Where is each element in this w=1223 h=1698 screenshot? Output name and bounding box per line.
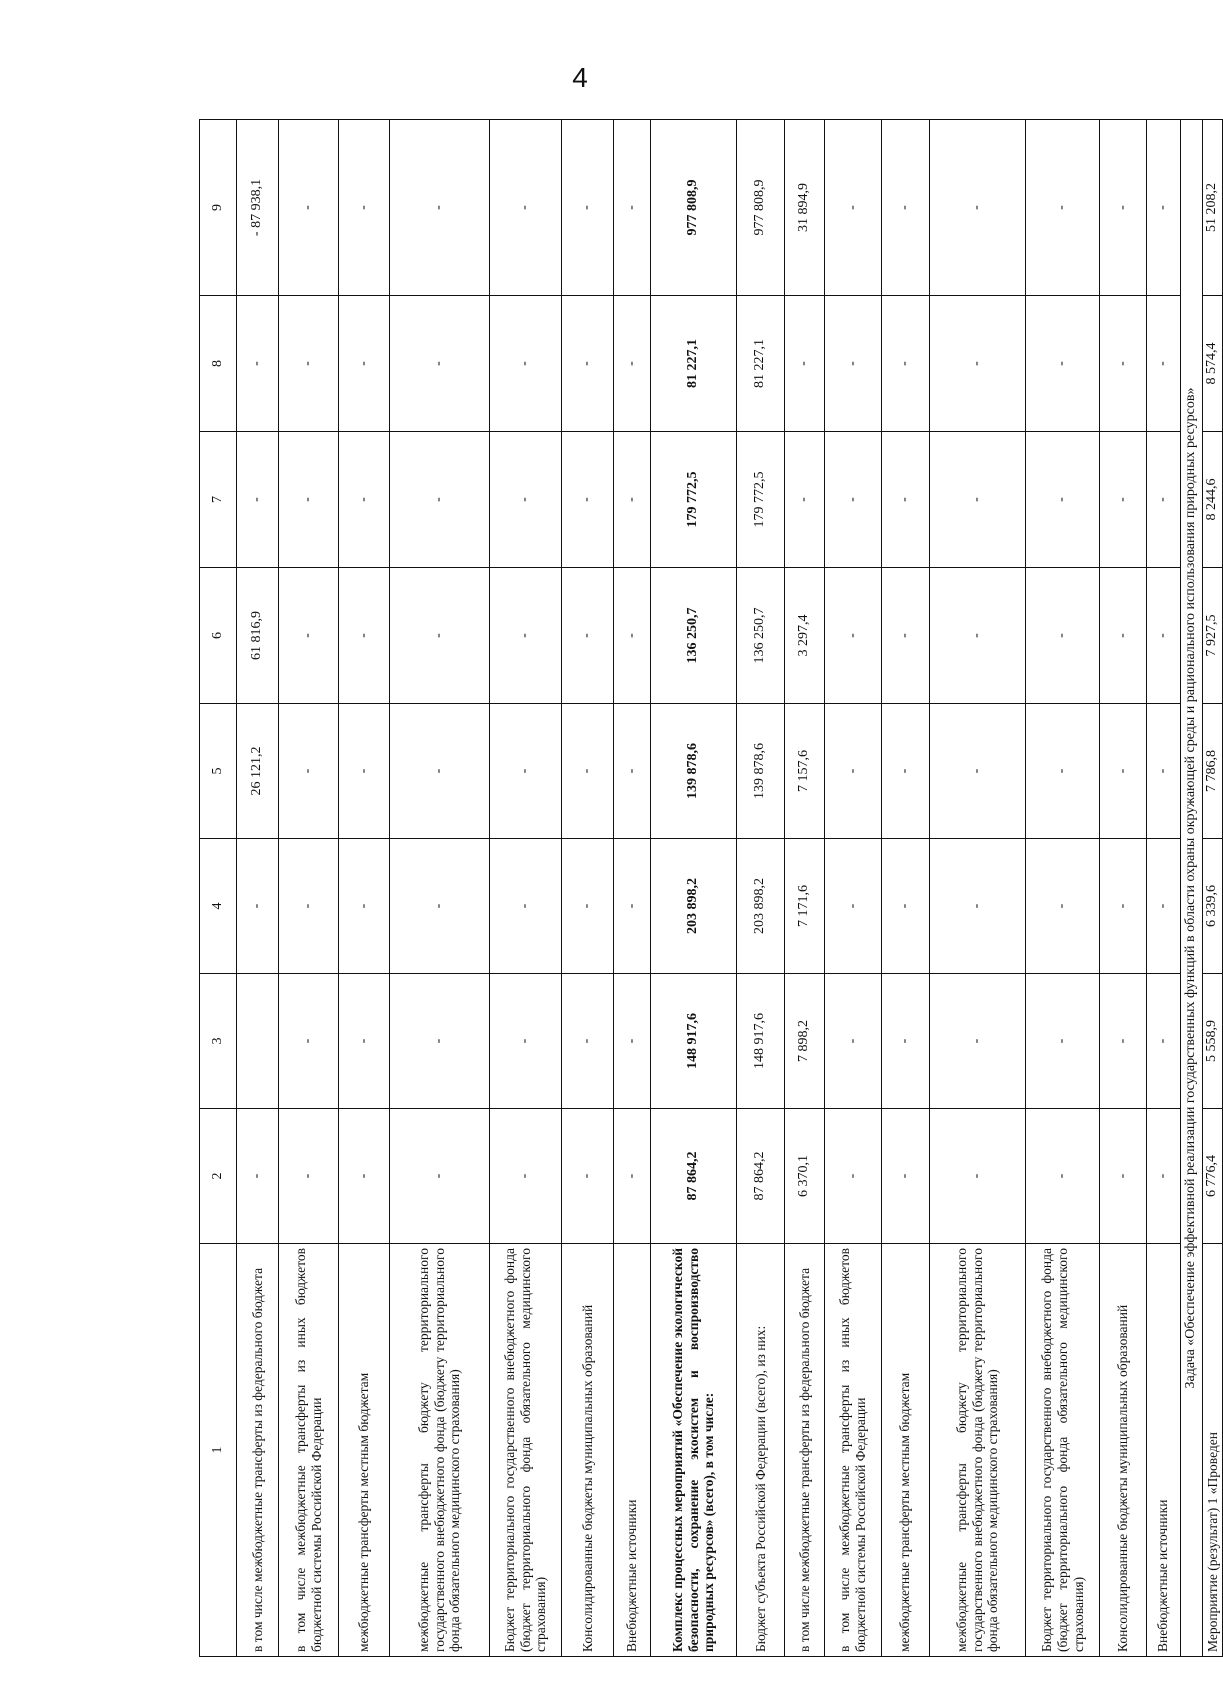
value-cell: - xyxy=(237,1109,279,1244)
value-cell: - xyxy=(825,432,881,568)
value-cell: - xyxy=(825,568,881,704)
value-cell: - xyxy=(389,432,489,568)
value-cell: - xyxy=(389,568,489,704)
value-cell: - xyxy=(562,974,614,1109)
value-cell: - xyxy=(881,432,929,568)
value-cell: - xyxy=(562,432,614,568)
row-label: Мероприятие (результат) 1 «Проведен xyxy=(1202,1244,1222,1657)
table-row xyxy=(1100,120,1146,1657)
col-header: 2 xyxy=(200,1109,237,1244)
table-row xyxy=(825,120,881,1657)
value-cell: - xyxy=(614,432,650,568)
value-cell: - xyxy=(237,296,279,432)
value-cell: - xyxy=(1146,296,1180,432)
value-cell: - xyxy=(825,974,881,1109)
value-cell: - xyxy=(1146,1109,1180,1244)
value-cell: 139 878,6 xyxy=(736,704,784,839)
value-cell: 26 121,2 xyxy=(237,704,279,839)
value-cell: 136 250,7 xyxy=(736,568,784,704)
value-cell: - xyxy=(279,432,339,568)
value-cell: 61 816,9 xyxy=(237,568,279,704)
value-cell: - xyxy=(279,974,339,1109)
value-cell: - xyxy=(562,839,614,974)
value-cell: - xyxy=(279,839,339,974)
table-row xyxy=(339,120,389,1657)
value-cell: - xyxy=(339,432,389,568)
row-label: Внебюджетные источники xyxy=(614,1244,650,1657)
table-row xyxy=(1026,120,1100,1657)
table-row xyxy=(1146,120,1180,1657)
value-cell: - xyxy=(562,704,614,839)
value-cell: 81 227,1 xyxy=(736,296,784,432)
value-cell: - xyxy=(614,839,650,974)
value-cell: - xyxy=(279,120,339,296)
value-cell: - xyxy=(490,120,562,296)
value-cell: 5 558,9 xyxy=(1202,974,1222,1109)
value-cell: - xyxy=(614,974,650,1109)
row-label: Бюджет субъекта Российской Федерации (всего), из них: xyxy=(736,1244,784,1657)
value-cell: - xyxy=(1026,120,1100,296)
value-cell: - xyxy=(825,839,881,974)
value-cell: - xyxy=(785,432,825,568)
col-header: 8 xyxy=(200,296,237,432)
value-cell: - xyxy=(1026,432,1100,568)
value-cell: - xyxy=(1100,296,1146,432)
value-cell: - xyxy=(929,568,1025,704)
value-cell: - xyxy=(562,120,614,296)
value-cell: - xyxy=(614,296,650,432)
value-cell: - xyxy=(339,568,389,704)
value-cell: - xyxy=(881,568,929,704)
table-body xyxy=(237,120,1223,1657)
value-cell: - xyxy=(339,704,389,839)
row-label: Бюджет территориального государственного внебюджетного фонда (бюджет территориального фонда обязательного медицинского страхования) xyxy=(1026,1244,1100,1657)
value-cell: - xyxy=(279,296,339,432)
value-cell: - xyxy=(339,1109,389,1244)
value-cell: - xyxy=(279,704,339,839)
value-cell: - xyxy=(614,568,650,704)
row-label: межбюджетные трансферты бюджету территориального государственного внебюджетного фонда (бюджету территориального фонда обязательного медицинского страхования) xyxy=(929,1244,1025,1657)
col-header: 9 xyxy=(200,120,237,296)
value-cell: - xyxy=(929,839,1025,974)
value-cell: - xyxy=(1026,1109,1100,1244)
value-cell: - xyxy=(1026,839,1100,974)
row-label: Комплекс процессных мероприятий «Обеспечение экологической безопасности, сохранение экосистем и воспроизводство природных ресурсов» (всего), в том числе: xyxy=(650,1244,736,1657)
task-title: Задача «Обеспечение эффективной реализации государственных функций в области охраны окружающей среды и рационального использования природных ресурсов» xyxy=(1180,120,1202,1657)
value-cell: 8 574,4 xyxy=(1202,296,1222,432)
table-row xyxy=(785,120,825,1657)
value-cell: - xyxy=(614,120,650,296)
value-cell: - xyxy=(929,974,1025,1109)
value-cell: - xyxy=(339,120,389,296)
value-cell: - xyxy=(562,568,614,704)
value-cell: - xyxy=(1146,120,1180,296)
value-cell: 51 208,2 xyxy=(1202,120,1222,296)
value-cell: - xyxy=(1100,974,1146,1109)
value-cell: 87 864,2 xyxy=(650,1109,736,1244)
value-cell: - xyxy=(562,1109,614,1244)
value-cell: - xyxy=(490,432,562,568)
value-cell: 6 370,1 xyxy=(785,1109,825,1244)
value-cell: 6 339,6 xyxy=(1202,839,1222,974)
value-cell: - xyxy=(881,839,929,974)
value-cell: - xyxy=(1026,974,1100,1109)
row-label: Консолидированные бюджеты муниципальных образований xyxy=(562,1244,614,1657)
value-cell: - xyxy=(1100,432,1146,568)
budget-table xyxy=(199,119,1223,1657)
value-cell: 7 157,6 xyxy=(785,704,825,839)
value-cell: - xyxy=(1100,1109,1146,1244)
value-cell: - xyxy=(389,120,489,296)
value-cell: - xyxy=(881,1109,929,1244)
value-cell: - xyxy=(1100,704,1146,839)
value-cell: 7 171,6 xyxy=(785,839,825,974)
value-cell: - xyxy=(339,296,389,432)
row-label: в том числе межбюджетные трансферты из федерального бюджета xyxy=(785,1244,825,1657)
value-cell: 148 917,6 xyxy=(650,974,736,1109)
value-cell: - xyxy=(1026,568,1100,704)
value-cell: - xyxy=(389,296,489,432)
value-cell: - xyxy=(389,1109,489,1244)
value-cell: 87 864,2 xyxy=(736,1109,784,1244)
value-cell: - xyxy=(1026,296,1100,432)
value-cell: 3 297,4 xyxy=(785,568,825,704)
value-cell: - xyxy=(614,1109,650,1244)
task-row xyxy=(1180,120,1202,1657)
table-row xyxy=(881,120,929,1657)
value-cell: - xyxy=(1026,704,1100,839)
table-row xyxy=(562,120,614,1657)
value-cell: - xyxy=(490,1109,562,1244)
value-cell: - xyxy=(614,704,650,839)
value-cell: - xyxy=(562,296,614,432)
row-label: Консолидированные бюджеты муниципальных образований xyxy=(1100,1244,1146,1657)
value-cell: 81 227,1 xyxy=(650,296,736,432)
value-cell: 31 894,9 xyxy=(785,120,825,296)
value-cell: - xyxy=(389,839,489,974)
value-cell: - xyxy=(1146,839,1180,974)
value-cell: - xyxy=(1100,120,1146,296)
value-cell: - xyxy=(929,296,1025,432)
row-label: в том числе межбюджетные трансферты из иных бюджетов бюджетной системы Российской Федерации xyxy=(825,1244,881,1657)
table-row xyxy=(237,120,279,1657)
col-header: 6 xyxy=(200,568,237,704)
value-cell: - xyxy=(279,1109,339,1244)
row-label: в том числе межбюджетные трансферты из иных бюджетов бюджетной системы Российской Федерации xyxy=(279,1244,339,1657)
value-cell: - xyxy=(389,704,489,839)
value-cell: - xyxy=(1146,704,1180,839)
value-cell: 136 250,7 xyxy=(650,568,736,704)
col-header: 1 xyxy=(200,1244,237,1657)
value-cell xyxy=(237,974,279,1109)
value-cell: 148 917,6 xyxy=(736,974,784,1109)
value-cell: 8 244,6 xyxy=(1202,432,1222,568)
col-header: 7 xyxy=(200,432,237,568)
value-cell: - xyxy=(389,974,489,1109)
value-cell: - xyxy=(339,839,389,974)
page-number: 4 xyxy=(572,62,588,93)
value-cell: - xyxy=(490,974,562,1109)
value-cell: - xyxy=(929,1109,1025,1244)
value-cell: - xyxy=(490,568,562,704)
value-cell: - xyxy=(881,296,929,432)
row-label: Бюджет территориального государственного внебюджетного фонда (бюджет территориального фонда обязательного медицинского страхования) xyxy=(490,1244,562,1657)
value-cell: - xyxy=(490,296,562,432)
value-cell: 179 772,5 xyxy=(650,432,736,568)
value-cell: - xyxy=(929,432,1025,568)
value-cell: 977 808,9 xyxy=(736,120,784,296)
value-cell: 203 898,2 xyxy=(736,839,784,974)
table-row xyxy=(614,120,650,1657)
row-label: Внебюджетные источники xyxy=(1146,1244,1180,1657)
value-cell: - xyxy=(881,120,929,296)
value-cell: - xyxy=(825,120,881,296)
col-header: 3 xyxy=(200,974,237,1109)
col-header: 5 xyxy=(200,704,237,839)
col-header: 4 xyxy=(200,839,237,974)
value-cell: - 87 938,1 xyxy=(237,120,279,296)
value-cell: - xyxy=(237,839,279,974)
table-row xyxy=(1202,120,1222,1657)
table-row xyxy=(389,120,489,1657)
value-cell: - xyxy=(825,704,881,839)
table-row xyxy=(929,120,1025,1657)
value-cell: - xyxy=(929,704,1025,839)
value-cell: 977 808,9 xyxy=(650,120,736,296)
row-label: межбюджетные трансферты местным бюджетам xyxy=(339,1244,389,1657)
rotated-table-area xyxy=(199,120,1223,1657)
value-cell: - xyxy=(490,704,562,839)
value-cell: 7 927,5 xyxy=(1202,568,1222,704)
value-cell: 139 878,6 xyxy=(650,704,736,839)
value-cell: - xyxy=(1146,432,1180,568)
value-cell: - xyxy=(1146,974,1180,1109)
value-cell: - xyxy=(929,120,1025,296)
value-cell: - xyxy=(1100,839,1146,974)
value-cell: 7 786,8 xyxy=(1202,704,1222,839)
value-cell: - xyxy=(1100,568,1146,704)
value-cell: - xyxy=(881,704,929,839)
value-cell: - xyxy=(1146,568,1180,704)
value-cell: - xyxy=(825,296,881,432)
value-cell: 7 898,2 xyxy=(785,974,825,1109)
value-cell: - xyxy=(339,974,389,1109)
table-row xyxy=(279,120,339,1657)
value-cell: - xyxy=(881,974,929,1109)
table-row xyxy=(490,120,562,1657)
value-cell: - xyxy=(237,432,279,568)
row-label: межбюджетные трансферты местным бюджетам xyxy=(881,1244,929,1657)
header-row xyxy=(200,120,237,1657)
value-cell: - xyxy=(785,296,825,432)
value-cell: - xyxy=(279,568,339,704)
value-cell: 203 898,2 xyxy=(650,839,736,974)
table-row xyxy=(736,120,784,1657)
table-row xyxy=(650,120,736,1657)
row-label: межбюджетные трансферты бюджету территориального государственного внебюджетного фонда (бюджету территориального фонда обязательного медицинского страхования) xyxy=(389,1244,489,1657)
value-cell: - xyxy=(825,1109,881,1244)
row-label: в том числе межбюджетные трансферты из федерального бюджета xyxy=(237,1244,279,1657)
value-cell: 6 776,4 xyxy=(1202,1109,1222,1244)
value-cell: 179 772,5 xyxy=(736,432,784,568)
value-cell: - xyxy=(490,839,562,974)
